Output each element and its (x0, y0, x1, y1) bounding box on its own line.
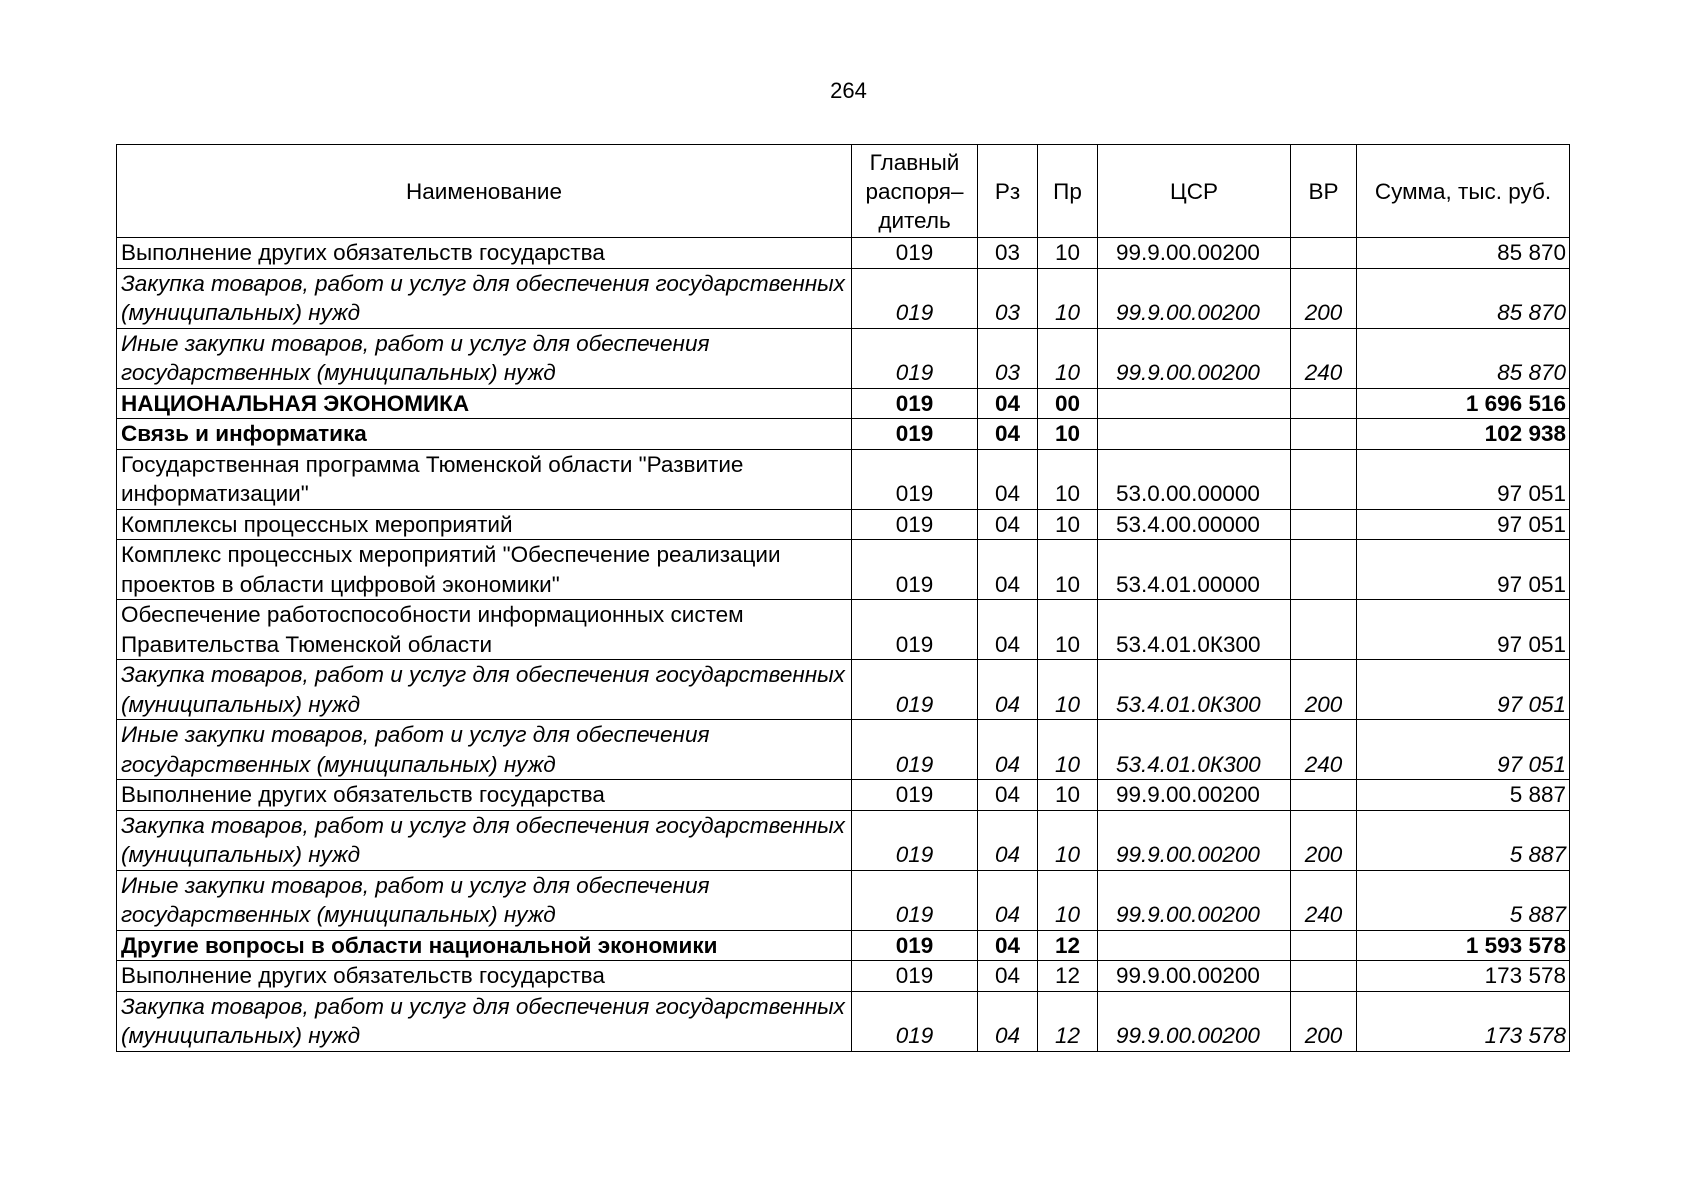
cell-csr: 99.9.00.00200 (1098, 780, 1291, 811)
table-header-row (117, 145, 1570, 238)
cell-rz: 04 (978, 419, 1038, 450)
cell-pr: 12 (1038, 991, 1098, 1051)
cell-name: Закупка товаров, работ и услуг для обеспечения государственных (муниципальных) нужд (117, 810, 852, 870)
cell-gr: 019 (852, 810, 978, 870)
table-row (117, 810, 1570, 870)
cell-csr: 53.4.01.0К300 (1098, 660, 1291, 720)
cell-sum: 97 051 (1357, 449, 1570, 509)
cell-pr: 10 (1038, 720, 1098, 780)
cell-vr: 240 (1291, 870, 1357, 930)
cell-sum: 97 051 (1357, 540, 1570, 600)
cell-rz: 04 (978, 780, 1038, 811)
cell-pr: 10 (1038, 810, 1098, 870)
cell-pr: 10 (1038, 419, 1098, 450)
cell-csr: 53.4.01.00000 (1098, 540, 1291, 600)
cell-sum: 5 887 (1357, 810, 1570, 870)
page-number: 264 (830, 78, 867, 103)
cell-vr (1291, 540, 1357, 600)
cell-name: Комплекс процессных мероприятий "Обеспечение реализации проектов в области цифровой экономики" (117, 540, 852, 600)
cell-gr: 019 (852, 930, 978, 961)
table-row (117, 600, 1570, 660)
header-main-manager: Главный распоря– дитель (852, 145, 978, 238)
cell-vr (1291, 419, 1357, 450)
header-sum: Сумма, тыс. руб. (1357, 145, 1570, 238)
table-row (117, 238, 1570, 269)
table-row (117, 449, 1570, 509)
cell-csr: 53.4.01.0К300 (1098, 600, 1291, 660)
cell-name: Закупка товаров, работ и услуг для обеспечения государственных (муниципальных) нужд (117, 660, 852, 720)
cell-sum: 5 887 (1357, 780, 1570, 811)
header-pr: Пр (1038, 145, 1098, 238)
table-row (117, 540, 1570, 600)
cell-pr: 10 (1038, 600, 1098, 660)
cell-pr: 12 (1038, 961, 1098, 992)
cell-rz: 04 (978, 509, 1038, 540)
cell-rz: 03 (978, 238, 1038, 269)
table-row (117, 991, 1570, 1051)
cell-gr: 019 (852, 268, 978, 328)
cell-rz: 03 (978, 328, 1038, 388)
cell-csr: 99.9.00.00200 (1098, 238, 1291, 269)
cell-gr: 019 (852, 720, 978, 780)
cell-sum: 173 578 (1357, 961, 1570, 992)
cell-csr: 53.0.00.00000 (1098, 449, 1291, 509)
cell-name: Выполнение других обязательств государства (117, 238, 852, 269)
cell-gr: 019 (852, 870, 978, 930)
header-vr: ВР (1291, 145, 1357, 238)
cell-csr (1098, 388, 1291, 419)
cell-sum: 5 887 (1357, 870, 1570, 930)
cell-name: Связь и информатика (117, 419, 852, 450)
cell-csr: 53.4.00.00000 (1098, 509, 1291, 540)
cell-sum: 85 870 (1357, 238, 1570, 269)
cell-vr: 200 (1291, 810, 1357, 870)
cell-sum: 97 051 (1357, 720, 1570, 780)
cell-gr: 019 (852, 961, 978, 992)
table-row (117, 509, 1570, 540)
cell-rz: 04 (978, 540, 1038, 600)
cell-sum: 97 051 (1357, 509, 1570, 540)
cell-name: НАЦИОНАЛЬНАЯ ЭКОНОМИКА (117, 388, 852, 419)
cell-sum: 85 870 (1357, 268, 1570, 328)
table-row (117, 268, 1570, 328)
cell-vr (1291, 509, 1357, 540)
cell-vr: 240 (1291, 328, 1357, 388)
cell-name: Комплексы процессных мероприятий (117, 509, 852, 540)
cell-gr: 019 (852, 780, 978, 811)
cell-rz: 04 (978, 660, 1038, 720)
cell-name: Иные закупки товаров, работ и услуг для обеспечения государственных (муниципальных) нужд (117, 328, 852, 388)
cell-name: Иные закупки товаров, работ и услуг для обеспечения государственных (муниципальных) нужд (117, 870, 852, 930)
cell-pr: 10 (1038, 540, 1098, 600)
cell-gr: 019 (852, 238, 978, 269)
cell-vr (1291, 600, 1357, 660)
header-name: Наименование (117, 145, 852, 238)
cell-pr: 10 (1038, 660, 1098, 720)
cell-csr: 99.9.00.00200 (1098, 870, 1291, 930)
cell-rz: 04 (978, 870, 1038, 930)
cell-rz: 04 (978, 991, 1038, 1051)
cell-vr (1291, 388, 1357, 419)
cell-rz: 04 (978, 930, 1038, 961)
cell-gr: 019 (852, 328, 978, 388)
budget-table (116, 144, 1570, 1052)
cell-rz: 04 (978, 961, 1038, 992)
cell-csr: 99.9.00.00200 (1098, 991, 1291, 1051)
cell-sum: 102 938 (1357, 419, 1570, 450)
cell-vr: 200 (1291, 268, 1357, 328)
cell-vr: 240 (1291, 720, 1357, 780)
cell-csr: 53.4.01.0К300 (1098, 720, 1291, 780)
cell-pr: 12 (1038, 930, 1098, 961)
cell-pr: 10 (1038, 238, 1098, 269)
cell-rz: 04 (978, 720, 1038, 780)
cell-name: Иные закупки товаров, работ и услуг для обеспечения государственных (муниципальных) нужд (117, 720, 852, 780)
header-rz: Рз (978, 145, 1038, 238)
table-row (117, 388, 1570, 419)
cell-vr (1291, 780, 1357, 811)
cell-csr (1098, 930, 1291, 961)
cell-pr: 10 (1038, 268, 1098, 328)
cell-pr: 00 (1038, 388, 1098, 419)
cell-name: Государственная программа Тюменской области "Развитие информатизации" (117, 449, 852, 509)
cell-csr: 99.9.00.00200 (1098, 268, 1291, 328)
cell-name: Выполнение других обязательств государства (117, 780, 852, 811)
cell-sum: 97 051 (1357, 660, 1570, 720)
cell-sum: 173 578 (1357, 991, 1570, 1051)
cell-name: Закупка товаров, работ и услуг для обеспечения государственных (муниципальных) нужд (117, 991, 852, 1051)
cell-gr: 019 (852, 449, 978, 509)
cell-csr: 99.9.00.00200 (1098, 328, 1291, 388)
cell-sum: 97 051 (1357, 600, 1570, 660)
table-row (117, 961, 1570, 992)
cell-rz: 04 (978, 600, 1038, 660)
cell-name: Обеспечение работоспособности информационных систем Правительства Тюменской области (117, 600, 852, 660)
cell-pr: 10 (1038, 328, 1098, 388)
cell-rz: 03 (978, 268, 1038, 328)
cell-sum: 85 870 (1357, 328, 1570, 388)
cell-vr (1291, 930, 1357, 961)
table-row (117, 419, 1570, 450)
table-row (117, 870, 1570, 930)
cell-gr: 019 (852, 540, 978, 600)
cell-csr: 99.9.00.00200 (1098, 810, 1291, 870)
cell-gr: 019 (852, 419, 978, 450)
cell-gr: 019 (852, 600, 978, 660)
cell-name: Закупка товаров, работ и услуг для обеспечения государственных (муниципальных) нужд (117, 268, 852, 328)
cell-gr: 019 (852, 509, 978, 540)
cell-pr: 10 (1038, 509, 1098, 540)
table-row (117, 930, 1570, 961)
header-csr: ЦСР (1098, 145, 1291, 238)
cell-pr: 10 (1038, 449, 1098, 509)
cell-csr (1098, 419, 1291, 450)
cell-vr: 200 (1291, 660, 1357, 720)
table-row (117, 720, 1570, 780)
cell-rz: 04 (978, 449, 1038, 509)
cell-gr: 019 (852, 388, 978, 419)
cell-name: Другие вопросы в области национальной экономики (117, 930, 852, 961)
cell-sum: 1 593 578 (1357, 930, 1570, 961)
table-row (117, 660, 1570, 720)
cell-vr (1291, 238, 1357, 269)
cell-rz: 04 (978, 388, 1038, 419)
cell-csr: 99.9.00.00200 (1098, 961, 1291, 992)
cell-rz: 04 (978, 810, 1038, 870)
cell-sum: 1 696 516 (1357, 388, 1570, 419)
cell-vr (1291, 961, 1357, 992)
cell-pr: 10 (1038, 780, 1098, 811)
table-row (117, 328, 1570, 388)
cell-gr: 019 (852, 660, 978, 720)
table-row (117, 780, 1570, 811)
cell-vr (1291, 449, 1357, 509)
cell-name: Выполнение других обязательств государства (117, 961, 852, 992)
cell-gr: 019 (852, 991, 978, 1051)
cell-pr: 10 (1038, 870, 1098, 930)
cell-vr: 200 (1291, 991, 1357, 1051)
